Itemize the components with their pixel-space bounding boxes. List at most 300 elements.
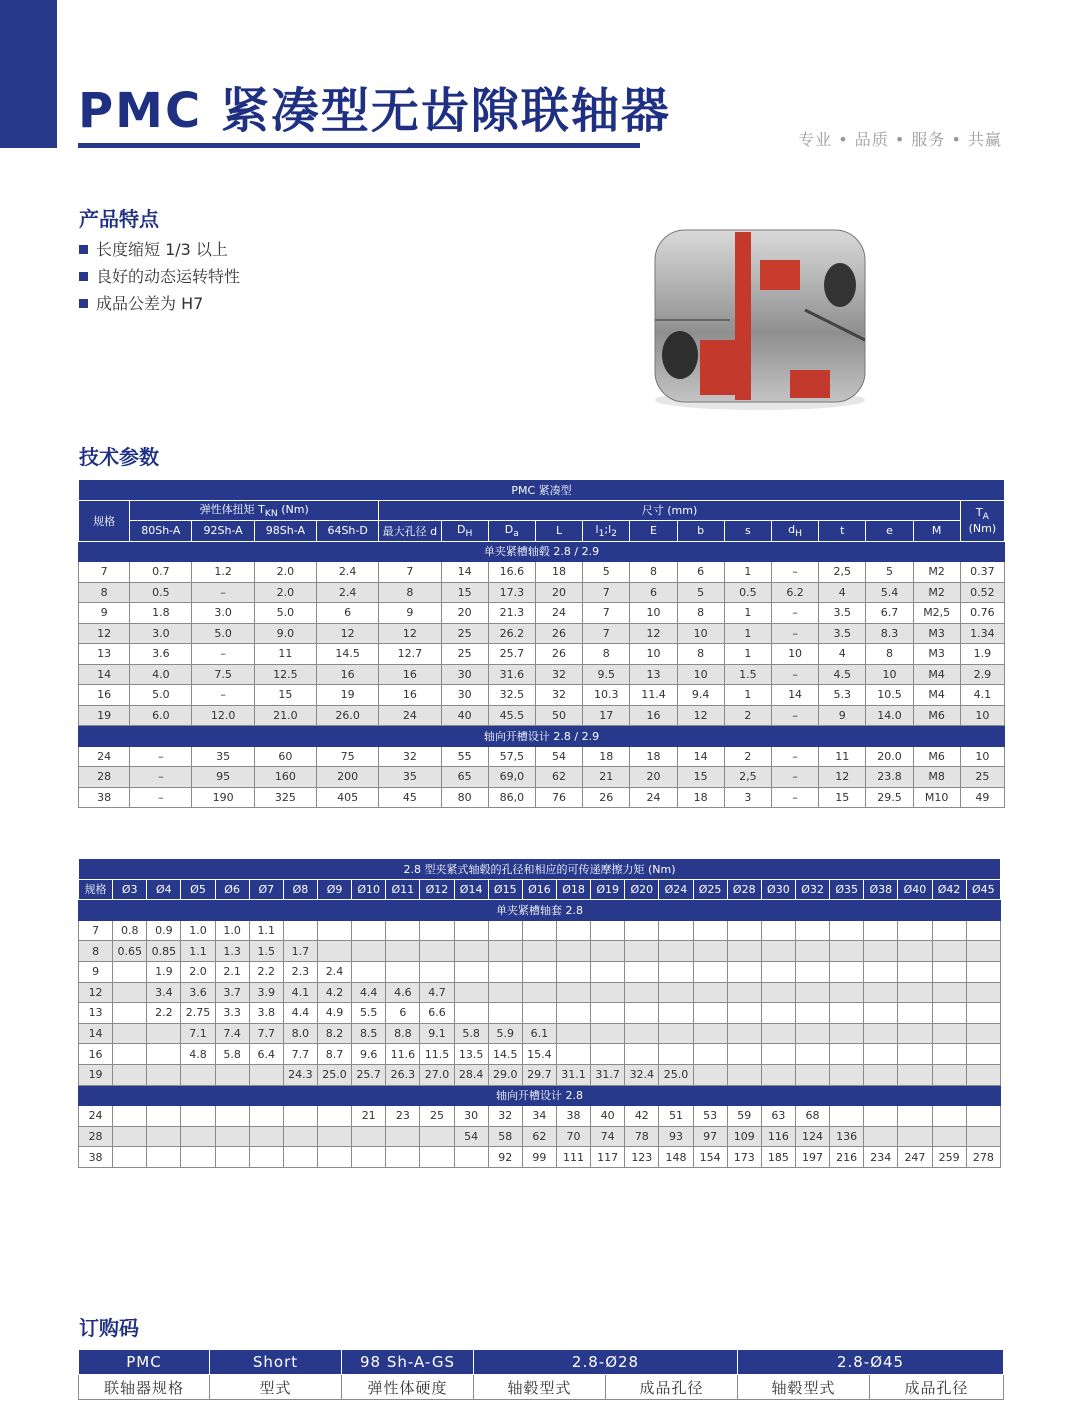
table-cell <box>693 1003 727 1024</box>
feature-list <box>79 236 240 317</box>
table-cell: 18 <box>630 746 677 767</box>
table-cell <box>693 982 727 1003</box>
table-cell <box>625 920 659 941</box>
spec-cell: 16 <box>79 1044 113 1065</box>
table-cell <box>761 1023 795 1044</box>
table-cell <box>625 941 659 962</box>
col-header: Ø42 <box>932 879 966 900</box>
spec-cell: 28 <box>79 767 130 788</box>
table-title-row <box>79 859 1001 880</box>
order-label: 成品孔径 <box>606 1375 738 1400</box>
table-cell: 12.5 <box>254 664 316 685</box>
table-cell: 15 <box>254 685 316 706</box>
table-cell: 25.0 <box>659 1064 693 1085</box>
table-cell: 63 <box>761 1106 795 1127</box>
table-cell <box>966 920 1000 941</box>
col-header: E <box>630 521 677 542</box>
table-cell: 0.5 <box>130 582 192 603</box>
table-cell: 14 <box>771 685 818 706</box>
table-cell <box>659 1044 693 1065</box>
table-cell <box>898 1106 932 1127</box>
table-cell: 14 <box>677 746 724 767</box>
order-label: 轴毂型式 <box>474 1375 606 1400</box>
col-header: Ø38 <box>864 879 898 900</box>
table-cell: 12.7 <box>379 644 441 665</box>
table-cell <box>113 1064 147 1085</box>
table-cell: M6 <box>913 705 960 726</box>
col-header: Ø19 <box>591 879 625 900</box>
table-cell <box>966 1126 1000 1147</box>
table-cell: 5 <box>677 582 724 603</box>
table-cell <box>454 961 488 982</box>
table-cell: 26.2 <box>488 623 535 644</box>
table-cell: 13 <box>630 664 677 685</box>
table-cell <box>556 920 590 941</box>
table-cell: 2.2 <box>147 1003 181 1024</box>
table-cell: 15.4 <box>522 1044 556 1065</box>
order-code: Short <box>210 1350 342 1375</box>
table-cell: 25 <box>441 623 488 644</box>
table-cell: 25 <box>420 1106 454 1127</box>
table-cell: 8.7 <box>317 1044 351 1065</box>
col-header: Ø3 <box>113 879 147 900</box>
table-cell <box>454 1003 488 1024</box>
table-cell <box>761 961 795 982</box>
col-header: Ø6 <box>215 879 249 900</box>
col-header: $l_1;l_2$ <box>583 521 630 542</box>
table-cell <box>454 920 488 941</box>
spec-cell: 9 <box>79 603 130 624</box>
table-cell: 4.2 <box>317 982 351 1003</box>
table-cell: 1 <box>724 644 771 665</box>
table-cell: 10 <box>677 664 724 685</box>
table-cell: M10 <box>913 787 960 808</box>
table-cell: 18 <box>535 562 582 583</box>
table-cell: 20.0 <box>866 746 913 767</box>
feature-item: 成品公差为 H7 <box>79 290 240 317</box>
table-cell <box>113 1044 147 1065</box>
col-header: 最大孔径 d <box>379 521 441 542</box>
col-ta: $T_A$ (Nm) <box>960 500 1004 541</box>
table-cell <box>113 1147 147 1168</box>
table-cell: 4.4 <box>352 982 386 1003</box>
table-cell <box>659 941 693 962</box>
slogan: 专业 • 品质 • 服务 • 共赢 <box>798 130 1002 149</box>
table-cell <box>488 941 522 962</box>
table-cell <box>386 941 420 962</box>
table-cell: – <box>130 787 192 808</box>
table-cell: 8.3 <box>866 623 913 644</box>
table-cell <box>454 941 488 962</box>
table-cell: M2,5 <box>913 603 960 624</box>
table-row <box>79 562 1005 583</box>
table-cell <box>454 982 488 1003</box>
table-cell <box>966 982 1000 1003</box>
table-cell <box>898 941 932 962</box>
table-row <box>79 920 1001 941</box>
table-cell <box>147 1147 181 1168</box>
table-cell <box>556 982 590 1003</box>
table-cell: 4.7 <box>420 982 454 1003</box>
table-title: PMC 紧凑型 <box>79 480 1005 501</box>
table-cell <box>830 1023 864 1044</box>
table-cell <box>215 1147 249 1168</box>
table-cell <box>966 1003 1000 1024</box>
table-cell <box>693 1064 727 1085</box>
table-cell: 31.1 <box>556 1064 590 1085</box>
table-cell: 8 <box>677 603 724 624</box>
table-cell: 76 <box>535 787 582 808</box>
table-cell: 5.9 <box>488 1023 522 1044</box>
table-cell: 12 <box>819 767 866 788</box>
table-cell: 5.0 <box>130 685 192 706</box>
table-cell <box>932 1064 966 1085</box>
table-cell: 123 <box>625 1147 659 1168</box>
table-cell <box>932 920 966 941</box>
table-cell <box>522 920 556 941</box>
spec-cell: 8 <box>79 941 113 962</box>
table-cell: 10 <box>677 623 724 644</box>
table-cell: 1.0 <box>215 920 249 941</box>
table-cell: 55 <box>441 746 488 767</box>
table-cell: 31.6 <box>488 664 535 685</box>
table-cell <box>556 1044 590 1065</box>
table-cell <box>932 961 966 982</box>
table-row <box>79 982 1001 1003</box>
table-cell: M6 <box>913 746 960 767</box>
table-cell: 31.7 <box>591 1064 625 1085</box>
table-cell: 20 <box>441 603 488 624</box>
table-cell <box>761 920 795 941</box>
table-cell: M3 <box>913 623 960 644</box>
table-cell: 8.5 <box>352 1023 386 1044</box>
table-cell <box>864 1064 898 1085</box>
table-cell: 116 <box>761 1126 795 1147</box>
table-cell: 42 <box>625 1106 659 1127</box>
table-cell <box>386 1126 420 1147</box>
table-cell: 10 <box>960 705 1004 726</box>
table-cell: 12 <box>379 623 441 644</box>
table-cell: M8 <box>913 767 960 788</box>
col-header: 规格 <box>79 879 113 900</box>
table-cell: 5.4 <box>866 582 913 603</box>
table-cell: 28.4 <box>454 1064 488 1085</box>
table-cell <box>898 1064 932 1085</box>
table-cell: 10 <box>866 664 913 685</box>
table-cell <box>898 920 932 941</box>
table-cell: 9 <box>819 705 866 726</box>
col-header: Ø4 <box>147 879 181 900</box>
table-cell: 51 <box>659 1106 693 1127</box>
table-cell <box>932 1106 966 1127</box>
table-cell: 9.1 <box>420 1023 454 1044</box>
table-cell: 3.9 <box>249 982 283 1003</box>
table-cell <box>420 1147 454 1168</box>
col-header: $D_a$ <box>488 521 535 542</box>
table-cell: 1 <box>724 603 771 624</box>
table-cell: 29.5 <box>866 787 913 808</box>
col-header: Ø15 <box>488 879 522 900</box>
table-cell: 25 <box>960 767 1004 788</box>
order-label: 弹性体硬度 <box>342 1375 474 1400</box>
table-cell: 26.0 <box>317 705 379 726</box>
table-cell: 26 <box>535 644 582 665</box>
table-cell <box>113 1003 147 1024</box>
table-cell: 7 <box>583 623 630 644</box>
table-cell: 11.4 <box>630 685 677 706</box>
table-cell: 5.5 <box>352 1003 386 1024</box>
table-cell: 23 <box>386 1106 420 1127</box>
section-row <box>79 541 1005 562</box>
table-cell: 4.5 <box>819 664 866 685</box>
title-underline <box>78 143 640 148</box>
table-cell: 6.4 <box>249 1044 283 1065</box>
table-cell: 197 <box>795 1147 829 1168</box>
col-header: Ø14 <box>454 879 488 900</box>
table-cell: – <box>771 767 818 788</box>
table-cell <box>727 1064 761 1085</box>
table-cell <box>966 1044 1000 1065</box>
table-cell: 190 <box>192 787 254 808</box>
table-cell <box>830 941 864 962</box>
table-cell <box>966 1106 1000 1127</box>
table-cell <box>966 961 1000 982</box>
col-header: Ø7 <box>249 879 283 900</box>
table-cell: 69,0 <box>488 767 535 788</box>
table-cell: 8 <box>677 644 724 665</box>
col-header: t <box>819 521 866 542</box>
table-cell: 2.4 <box>317 961 351 982</box>
table-cell <box>352 1126 386 1147</box>
table-cell <box>932 941 966 962</box>
table-cell: 16 <box>379 685 441 706</box>
table-cell <box>113 1106 147 1127</box>
table-cell <box>283 1147 317 1168</box>
table-cell: 80 <box>441 787 488 808</box>
table-cell: 234 <box>864 1147 898 1168</box>
table-cell: 4.4 <box>283 1003 317 1024</box>
table-cell <box>727 941 761 962</box>
col-header: Ø10 <box>352 879 386 900</box>
table-cell: 3.5 <box>819 603 866 624</box>
coupling-product-image <box>640 220 880 415</box>
spec-cell: 28 <box>79 1126 113 1147</box>
table-cell: 109 <box>727 1126 761 1147</box>
table-cell: 1 <box>724 623 771 644</box>
table-cell: 1.9 <box>960 644 1004 665</box>
table-cell: 93 <box>659 1126 693 1147</box>
table-cell: – <box>130 767 192 788</box>
table-cell <box>864 982 898 1003</box>
table-cell: M2 <box>913 562 960 583</box>
table-cell: 3.5 <box>819 623 866 644</box>
section-row <box>79 1085 1001 1106</box>
table-cell: 50 <box>535 705 582 726</box>
table-cell <box>693 1023 727 1044</box>
table-cell <box>898 1044 932 1065</box>
table-cell: 49 <box>960 787 1004 808</box>
table-cell <box>181 1106 215 1127</box>
table-cell <box>864 1044 898 1065</box>
col-header: 92Sh-A <box>192 521 254 542</box>
table-cell: 21 <box>352 1106 386 1127</box>
table-cell: 19 <box>317 685 379 706</box>
table-cell <box>795 1003 829 1024</box>
table-cell: 4.8 <box>181 1044 215 1065</box>
table-cell: 2.0 <box>254 562 316 583</box>
table-cell <box>454 1147 488 1168</box>
col-header: Ø45 <box>966 879 1000 900</box>
table-cell: 216 <box>830 1147 864 1168</box>
table-cell: 24 <box>535 603 582 624</box>
table-cell: 59 <box>727 1106 761 1127</box>
table-cell: 62 <box>522 1126 556 1147</box>
feature-item: 长度缩短 1/3 以上 <box>79 236 240 263</box>
spec-cell: 8 <box>79 582 130 603</box>
table-cell: 3.6 <box>181 982 215 1003</box>
col-header: s <box>724 521 771 542</box>
table-cell <box>830 961 864 982</box>
table-cell: 0.9 <box>147 920 181 941</box>
table-cell <box>898 1003 932 1024</box>
spec-cell: 9 <box>79 961 113 982</box>
table-cell <box>113 961 147 982</box>
table-cell: 27.0 <box>420 1064 454 1085</box>
order-label: 联轴器规格 <box>79 1375 210 1400</box>
table-cell: 247 <box>898 1147 932 1168</box>
table-cell: 53 <box>693 1106 727 1127</box>
col-header: Ø20 <box>625 879 659 900</box>
table-cell <box>625 1044 659 1065</box>
table-cell: 160 <box>254 767 316 788</box>
table-cell <box>727 1003 761 1024</box>
table-cell <box>659 1023 693 1044</box>
table-cell: 2.0 <box>181 961 215 982</box>
table-cell <box>795 982 829 1003</box>
params-heading: 技术参数 <box>79 445 159 469</box>
table-cell: 111 <box>556 1147 590 1168</box>
col-torque-group: 弹性体扭矩 $T_{KN}$ (Nm) <box>130 500 379 521</box>
table-row <box>79 1126 1001 1147</box>
table-cell: 4.0 <box>130 664 192 685</box>
table-cell: 6.0 <box>130 705 192 726</box>
table-cell: 5.8 <box>454 1023 488 1044</box>
table-cell <box>591 1023 625 1044</box>
table-cell: 7 <box>379 562 441 583</box>
bullet-square-icon <box>79 272 88 281</box>
table-cell: 1.7 <box>283 941 317 962</box>
table-cell <box>761 941 795 962</box>
table-row <box>79 1003 1001 1024</box>
table-cell <box>420 920 454 941</box>
table-cell <box>898 961 932 982</box>
table-cell <box>352 1147 386 1168</box>
table-cell: 2.9 <box>960 664 1004 685</box>
spec-cell: 14 <box>79 1023 113 1044</box>
spec-cell: 7 <box>79 562 130 583</box>
col-spec: 规格 <box>79 500 130 541</box>
table-cell: 2.75 <box>181 1003 215 1024</box>
table-cell <box>522 941 556 962</box>
table-cell <box>181 1064 215 1085</box>
table-cell <box>591 1044 625 1065</box>
spec-cell: 12 <box>79 623 130 644</box>
table-cell: 4 <box>819 644 866 665</box>
table-cell: 25.7 <box>352 1064 386 1085</box>
table-cell <box>317 941 351 962</box>
table-cell: 5.0 <box>192 623 254 644</box>
section-title: 单夹紧槽轴套 2.8 <box>79 900 1001 921</box>
table-cell: 9.0 <box>254 623 316 644</box>
table-cell <box>830 982 864 1003</box>
table-cell <box>591 982 625 1003</box>
table-cell: 1 <box>724 562 771 583</box>
table-cell <box>420 961 454 982</box>
table-row <box>79 664 1005 685</box>
table-cell: 25.7 <box>488 644 535 665</box>
order-code-table <box>78 1349 1004 1400</box>
table-cell <box>317 1147 351 1168</box>
table-cell: 278 <box>966 1147 1000 1168</box>
table-cell: 7.7 <box>249 1023 283 1044</box>
table-cell <box>181 1126 215 1147</box>
table-cell <box>386 961 420 982</box>
table-title: 2.8 型夹紧式轴毂的孔径和相应的可传递摩擦力矩 (Nm) <box>79 859 1001 880</box>
table-cell <box>693 961 727 982</box>
table-cell: 57,5 <box>488 746 535 767</box>
col-header: Ø5 <box>181 879 215 900</box>
table-cell: 35 <box>379 767 441 788</box>
table-cell <box>488 920 522 941</box>
table-cell: 16 <box>630 705 677 726</box>
table-row <box>79 767 1005 788</box>
table-cell: 2 <box>724 705 771 726</box>
table-cell: 325 <box>254 787 316 808</box>
table-cell: – <box>771 623 818 644</box>
table-cell <box>420 941 454 962</box>
spec-cell: 24 <box>79 746 130 767</box>
section-title: 轴向开槽设计 2.8 <box>79 1085 1001 1106</box>
col-header: b <box>677 521 724 542</box>
table-cell <box>898 982 932 1003</box>
table-cell <box>352 920 386 941</box>
spec-cell: 38 <box>79 1147 113 1168</box>
table-row <box>79 746 1005 767</box>
table-cell: 6 <box>677 562 724 583</box>
table-cell: 38 <box>556 1106 590 1127</box>
table-cell <box>727 1023 761 1044</box>
table-cell <box>693 920 727 941</box>
table-cell <box>625 961 659 982</box>
table-cell: 11.6 <box>386 1044 420 1065</box>
table-cell <box>795 1064 829 1085</box>
table-cell: 4.1 <box>283 982 317 1003</box>
col-header: Ø30 <box>761 879 795 900</box>
table-cell: 10.5 <box>866 685 913 706</box>
table-cell: 7.7 <box>283 1044 317 1065</box>
table-cell: 0.8 <box>113 920 147 941</box>
table-cell: 7 <box>583 582 630 603</box>
table-cell <box>147 1106 181 1127</box>
table-cell: 0.52 <box>960 582 1004 603</box>
spec-cell: 19 <box>79 705 130 726</box>
table-cell: 16.6 <box>488 562 535 583</box>
table-cell: 14.5 <box>317 644 379 665</box>
bullet-square-icon <box>79 299 88 308</box>
table-cell <box>727 982 761 1003</box>
table-cell <box>693 941 727 962</box>
table-cell: 30 <box>441 685 488 706</box>
